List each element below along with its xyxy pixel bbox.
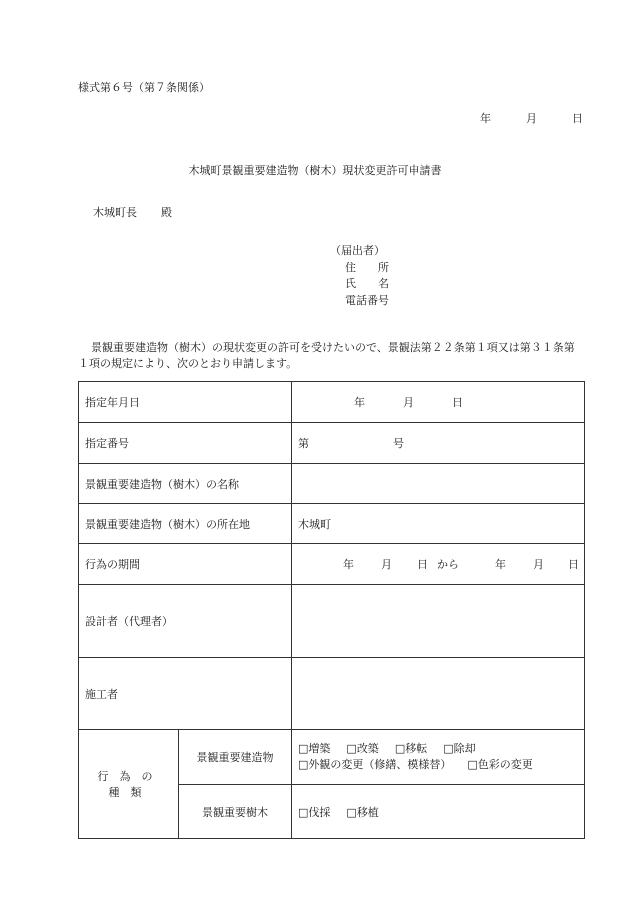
- checkbox-renovation[interactable]: □ 改築: [346, 741, 378, 757]
- checkbox-removal[interactable]: □ 除却: [443, 741, 475, 757]
- building-type-label: 景観重要建造物: [179, 730, 292, 785]
- designation-month: 月: [403, 396, 414, 409]
- building-location-field[interactable]: 木城町: [292, 504, 585, 544]
- name-label: 氏 名: [345, 277, 389, 290]
- phone-label: 電話番号: [345, 293, 389, 307]
- table-row: [79, 504, 585, 544]
- table-row: [79, 544, 585, 585]
- designation-number-suffix: 号: [393, 437, 404, 450]
- checkbox-relocation[interactable]: □ 移転: [395, 741, 427, 757]
- designation-date-label: 指定年月日: [79, 382, 292, 423]
- applicant-heading: （届出者）: [330, 244, 385, 257]
- submission-date: [0, 110, 583, 124]
- action-period-label: 行為の期間: [79, 544, 292, 585]
- building-options: [292, 730, 585, 785]
- addressee-name: 木城町長: [93, 206, 137, 219]
- checkbox-felling[interactable]: □ 伐採: [298, 804, 330, 820]
- table-row: [79, 464, 585, 504]
- form-number: 様式第６号（第７条関係）: [78, 81, 210, 94]
- action-type-label: 行為の種類: [79, 730, 179, 839]
- checkbox-color-change[interactable]: □ 色彩の変更: [467, 757, 532, 773]
- date-month: 月: [526, 112, 537, 125]
- table-row: [79, 423, 585, 464]
- contractor-label: 施工者: [79, 658, 292, 730]
- applicant-block: [330, 243, 389, 309]
- period-to-year: 年: [495, 558, 506, 571]
- table-row: [79, 658, 585, 730]
- tree-options: [292, 785, 585, 839]
- designation-number-field[interactable]: [292, 423, 585, 464]
- intro-text: 景観重要建造物（樹木）の現状変更の許可を受けたいので、景観法第２２条第１項又は第３１条第１項の規定により、次のとおり申請します。: [78, 341, 575, 370]
- designation-year: 年: [354, 396, 365, 409]
- building-name-field[interactable]: [292, 464, 585, 504]
- tree-type-label: 景観重要樹木: [179, 785, 292, 839]
- period-from-year: 年: [343, 558, 354, 571]
- designation-date-field[interactable]: [292, 382, 585, 423]
- period-kara: から: [437, 558, 459, 571]
- document-title: 木城町景観重要建造物（樹木）現状変更許可申請書: [188, 164, 442, 177]
- addressee-honorific: 殿: [161, 206, 172, 219]
- address-label: 住 所: [345, 260, 389, 274]
- period-to-month: 月: [533, 558, 544, 571]
- building-location-label: 景観重要建造物（樹木）の所在地: [79, 504, 292, 544]
- designation-number-prefix: 第: [298, 437, 309, 450]
- addressee: [93, 204, 172, 220]
- designer-label: 設計者（代理者）: [79, 585, 292, 658]
- application-table: [78, 381, 585, 839]
- building-name-label: 景観重要建造物（樹木）の名称: [79, 464, 292, 504]
- checkbox-exterior-change[interactable]: □ 外観の変更（修繕、模様替）: [298, 757, 451, 773]
- table-row: [79, 382, 585, 423]
- designation-day: 日: [452, 396, 463, 409]
- designer-field[interactable]: [292, 585, 585, 658]
- designation-number-label: 指定番号: [79, 423, 292, 464]
- checkbox-extension[interactable]: □ 増築: [298, 741, 330, 757]
- period-to-day: 日: [568, 558, 579, 571]
- checkbox-transplant[interactable]: □ 移植: [346, 804, 378, 820]
- period-from-day: 日: [417, 558, 428, 571]
- action-period-field[interactable]: [292, 544, 585, 585]
- period-from-month: 月: [381, 558, 392, 571]
- date-year: 年: [480, 112, 491, 125]
- contractor-field[interactable]: [292, 658, 585, 730]
- table-row: [79, 585, 585, 658]
- date-day: 日: [572, 112, 583, 125]
- table-row: [79, 730, 585, 785]
